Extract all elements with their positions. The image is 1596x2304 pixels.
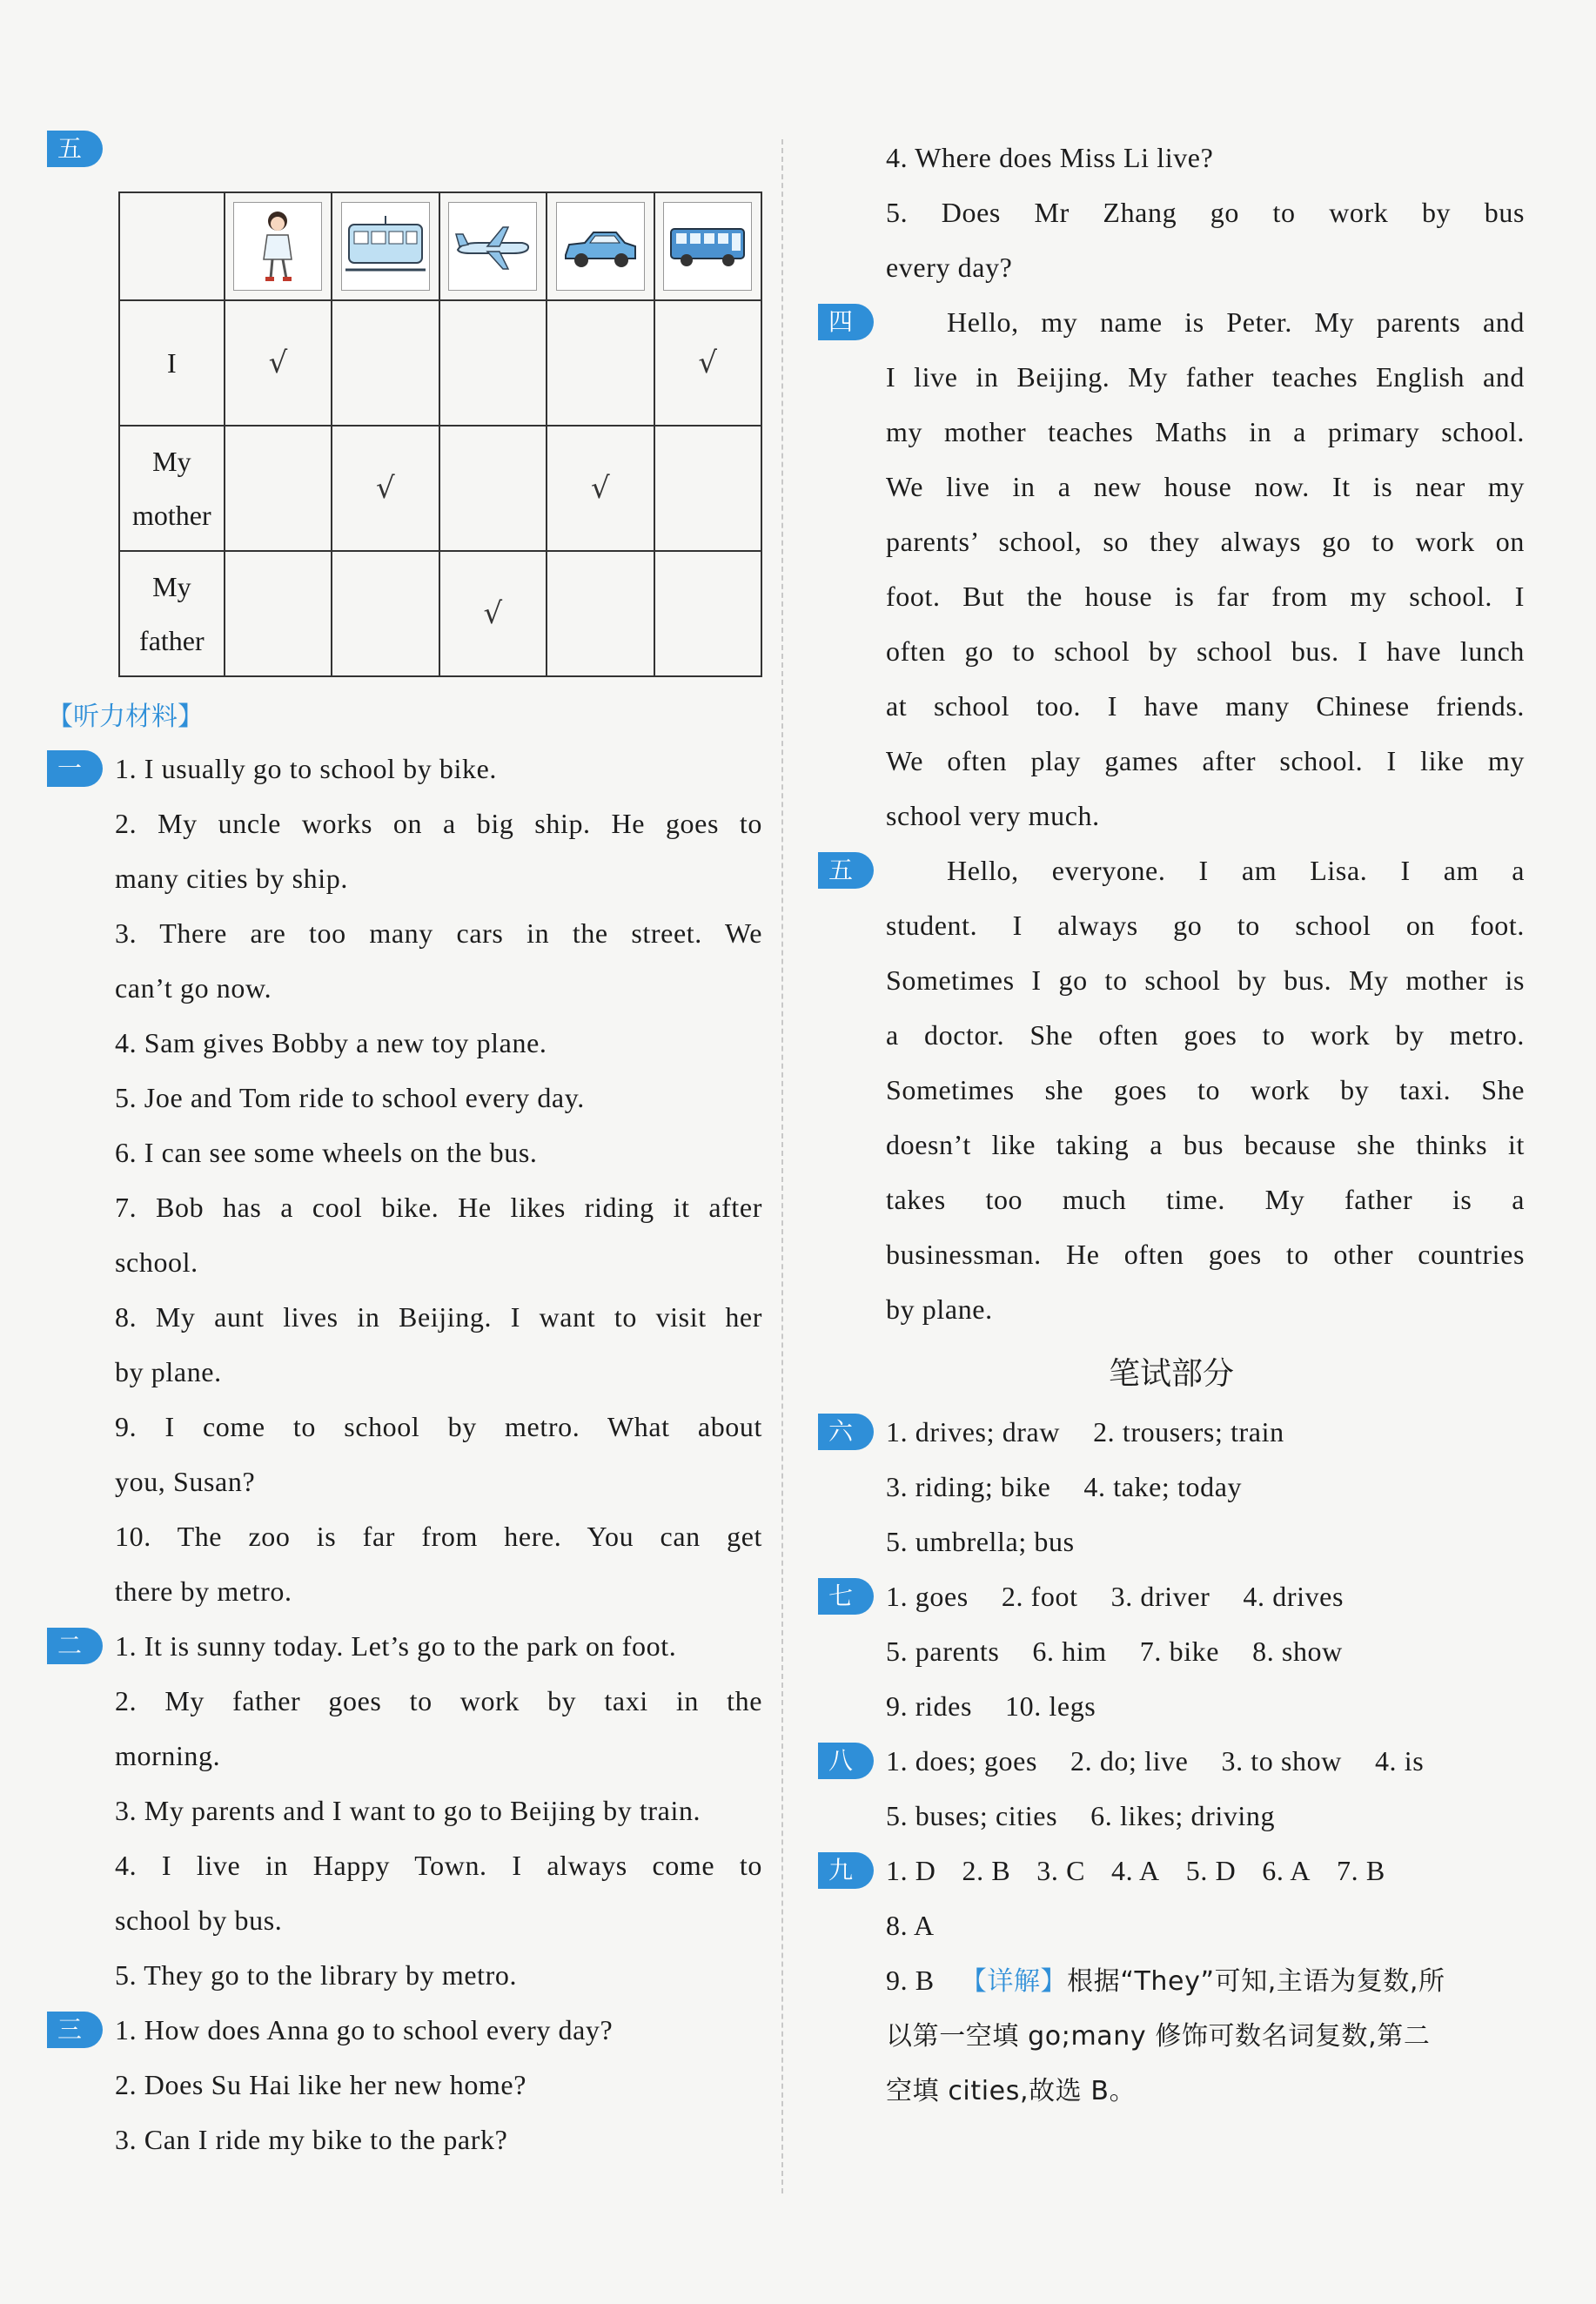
text-line: school by bus. [115,1904,283,1936]
section-5 [818,843,1525,1337]
text-line: my mother teaches Maths in a primary school. [886,416,1525,447]
section-badge: 九 [818,1852,874,1889]
text-line: by plane. [115,1356,222,1387]
answer-item: 1. goes [886,1581,969,1612]
answer-item: 9. B [886,1965,935,1996]
explanation-text: 以第一空填 go;many 修饰可数名词复数,第二 [886,2021,1431,2052]
row-label: My [152,446,191,477]
answer-line [886,1515,1525,1569]
text-line: student. I always go to school on foot. [886,910,1525,941]
text-line: parents’ school, so they always go to work on [886,526,1525,557]
answer-item: 5. umbrella; bus [886,1526,1075,1557]
text-line: school very much. [886,800,1100,831]
text-line: Sometimes she goes to work by taxi. She [886,1074,1525,1105]
text-line: I live in Beijing. My father teaches English and [886,361,1525,393]
text-line: businessman. He often goes to other countries [886,1239,1525,1270]
explanation-text: 空填 cities,故选 B。 [886,2076,1137,2106]
left-column [47,131,762,2167]
text-line: at school too. I have many Chinese friends. [886,690,1525,722]
listening-material-tag: 【听力材料】 [47,702,204,732]
answer-item: 7. B [1337,1855,1385,1886]
answer-item: 10. legs [1005,1690,1096,1722]
train-icon [341,202,430,291]
section-badge: 四 [818,304,874,340]
section-8 [818,1734,1525,1844]
text-line: many cities by ship. [115,863,348,894]
answer-item: 7. bike [1139,1636,1220,1667]
row-label: mother [132,500,211,531]
section-5-header [47,131,762,167]
text-line: 6. I can see some wheels on the bus. [115,1137,538,1168]
text-line: 2. My uncle works on a big ship. He goes to [115,808,762,839]
table-header-row [119,192,761,300]
text-line: We often play games after school. I like my [886,745,1525,776]
text-line: morning. [115,1740,221,1771]
answer-item: 4. A [1111,1855,1160,1886]
girl-walking-icon [233,202,322,291]
section-badge: 六 [818,1414,874,1450]
answer-line [886,1569,1525,1624]
text-line: 1. I usually go to school by bike. [115,753,498,784]
tick-mark: √ [483,596,503,631]
section-9 [818,1844,1525,2119]
answer-item: 1. does; goes [886,1745,1038,1777]
answer-item: 4. take; today [1083,1471,1243,1502]
answer-item: 6. A [1262,1855,1311,1886]
row-label: I [167,347,177,379]
section-1 [47,742,762,1619]
answer-item: 1. drives; draw [886,1416,1061,1448]
answer-line [886,1898,1525,1953]
tick-mark: √ [268,346,288,380]
answer-item: 2. do; live [1070,1745,1189,1777]
answer-item: 6. likes; driving [1090,1800,1276,1831]
section-3-continued [818,131,1525,295]
answer-item: 5. buses; cities [886,1800,1058,1831]
text-line: 1. It is sunny today. Let’s go to the park on foot. [115,1630,677,1662]
section-4 [818,295,1525,843]
answer-line [886,1953,1525,2009]
explanation-text: 根据“They”可知,主语为复数,所 [1067,1966,1445,1997]
text-line: 5. Joe and Tom ride to school every day. [115,1082,585,1113]
answer-item: 5. D [1185,1855,1237,1886]
text-line: Sometimes I go to school by bus. My mother is [886,964,1525,996]
section-badge: 三 [47,2012,103,2048]
text-line: doesn’t like taking a bus because she thinks it [886,1129,1525,1160]
text-line: 3. My parents and I want to go to Beijing by train. [115,1795,701,1826]
row-label: My [152,571,191,602]
table-corner-cell [119,192,225,300]
text-line: there by metro. [115,1575,292,1607]
answer-item: 2. B [962,1855,1011,1886]
section-badge: 七 [818,1578,874,1615]
text-line: 8. My aunt lives in Beijing. I want to visit her [115,1301,762,1333]
text-line: often go to school by school bus. I have lunch [886,635,1525,667]
answer-item: 8. show [1252,1636,1343,1667]
text-line: you, Susan? [115,1466,256,1497]
taxi-icon [556,202,645,291]
section-6 [818,1405,1525,1569]
answer-item: 2. trousers; train [1093,1416,1284,1448]
answer-item: 4. drives [1243,1581,1345,1612]
answer-item: 1. D [886,1855,936,1886]
section-badge: 八 [818,1743,874,1779]
text-line: 4. Sam gives Bobby a new toy plane. [115,1027,547,1058]
tick-mark: √ [590,471,610,506]
text-line: Hello, my name is Peter. My parents and [947,306,1525,338]
answer-line [886,1789,1525,1844]
answer-item: 3. driver [1110,1581,1210,1612]
section-badge: 一 [47,750,103,787]
tick-mark: √ [376,471,395,506]
text-line: can’t go now. [115,972,272,1004]
bus-icon [663,202,752,291]
text-line: 2. My father goes to work by taxi in the [115,1685,762,1716]
answer-line [886,1844,1525,1898]
text-line: 9. I come to school by metro. What about [115,1411,762,1442]
table-row [119,551,761,676]
text-line: 10. The zoo is far from here. You can get [115,1521,762,1552]
answer-item: 3. to show [1221,1745,1342,1777]
column-divider [781,139,783,2193]
row-label: father [139,625,205,656]
section-7 [818,1569,1525,1734]
table-row [119,300,761,426]
text-line: a doctor. She often goes to work by metro. [886,1019,1525,1051]
answer-item: 8. A [886,1910,935,1941]
tick-mark: √ [698,346,718,380]
text-line: 3. There are too many cars in the street. We [115,917,762,949]
answer-line [886,1405,1525,1460]
transport-table [118,191,762,677]
text-line: We live in a new house now. It is near my [886,471,1525,502]
text-line: takes too much time. My father is a [886,1184,1525,1215]
answer-line [886,1679,1525,1734]
text-line: by plane. [886,1293,993,1325]
right-column [818,131,1525,2119]
answer-item: 9. rides [886,1690,973,1722]
answer-item: 4. is [1374,1745,1425,1777]
answer-item: 3. riding; bike [886,1471,1051,1502]
text-line: foot. But the house is far from my school. I [886,581,1525,612]
plane-icon [448,202,537,291]
answer-item: 2. foot [1001,1581,1078,1612]
text-line: 1. How does Anna go to school every day? [115,2014,614,2045]
text-line: Hello, everyone. I am Lisa. I am a [947,855,1525,886]
text-line: 4. I live in Happy Town. I always come to [115,1850,762,1881]
text-line: 2. Does Su Hai like her new home? [115,2069,527,2100]
text-line: 3. Can I ride my bike to the park? [115,2124,508,2155]
section-badge: 五 [818,852,874,889]
section-2 [47,1619,762,2003]
answer-line [886,1734,1525,1789]
detail-tag: 【详解】 [960,1966,1068,1997]
text-line: 7. Bob has a cool bike. He likes riding it after [115,1192,762,1223]
text-line: 4. Where does Miss Li live? [886,142,1214,173]
section-badge: 二 [47,1628,103,1664]
text-line: school. [115,1246,198,1278]
answer-item: 3. C [1036,1855,1086,1886]
section-badge: 五 [47,131,103,167]
answer-item: 5. parents [886,1636,1000,1667]
table-row [119,426,761,551]
section-3 [47,2003,762,2167]
text-line: every day? [886,252,1013,283]
text-line: 5. Does Mr Zhang go to work by bus [886,197,1525,228]
answer-line [886,1624,1525,1679]
written-section-title: 笔试部分 [1108,1356,1234,1392]
answer-line [886,1460,1525,1515]
answer-item: 6. him [1032,1636,1107,1667]
text-line: 5. They go to the library by metro. [115,1959,518,1991]
